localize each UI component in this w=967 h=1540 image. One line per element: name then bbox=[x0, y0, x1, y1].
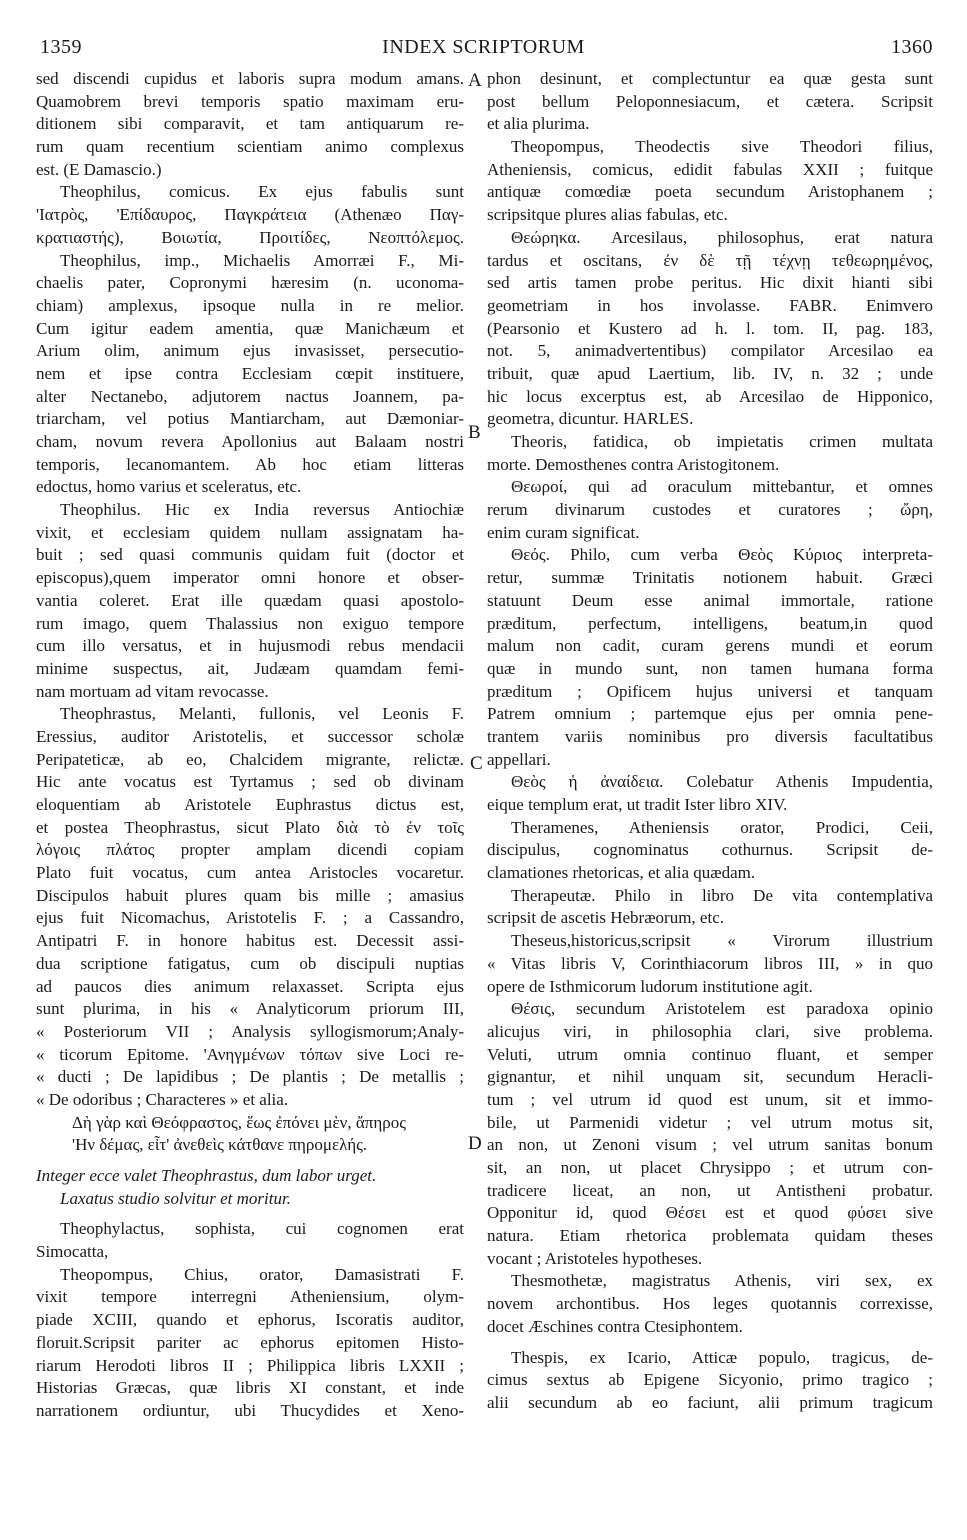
text-line: Opponitur id, quod Θέσει est et quod φύσει sive bbox=[487, 1203, 933, 1223]
text-line: geometra, dicuntur. HARLES. bbox=[487, 409, 694, 429]
text-line: vocant ; Aristoteles hypotheses. bbox=[487, 1248, 703, 1268]
text-line: not. 5, animadvertentibus) compilator Arcesilao ea bbox=[487, 341, 933, 361]
margin-letter-a: A bbox=[468, 70, 482, 91]
text-line: 'Ιατρὸς, 'Επίδαυρος, Παγκράτεια (Athenæo Παγ- bbox=[36, 205, 464, 225]
text-line: rum imago, quem Thalassius non exiguo tempore bbox=[36, 613, 464, 633]
text-line: vantia coleret. Erat ille quædam quasi apostolo- bbox=[36, 590, 464, 610]
text-line: buit ; sed quasi communis quidam fuit (doctor et bbox=[36, 545, 464, 565]
text-line: et alia plurima. bbox=[487, 114, 590, 134]
text-line: floruit.Scripsit pariter ac ephorus epitomen Histo- bbox=[36, 1332, 464, 1352]
text-line: triarcham, vel potius Mantiarcham, aut Dæmoniar- bbox=[36, 409, 464, 429]
text-line: Discipulos habuit plures quam bis mille ; amasius bbox=[36, 885, 464, 905]
text-line: alter Nectanebo, adjutorem nactus Joannem, pa- bbox=[36, 386, 464, 406]
text-line: trantem variis nominibus pro diversis facultatibus bbox=[487, 726, 933, 746]
text-line: rerum divinarum custodes et curatores ; ὤρη, bbox=[487, 500, 933, 520]
margin-letter-c: C bbox=[470, 753, 483, 774]
text-line: clamationes rhetoricas, et alia quædam. bbox=[487, 863, 756, 883]
text-line: et postea Theophrastus, sicut Plato διὰ τὸ ἐν τοῖς bbox=[36, 817, 464, 837]
text-line: minime suspectus, ait, Judæam quamdam femi- bbox=[36, 658, 464, 678]
text-line: scripsitque plures alias fabulas, etc. bbox=[487, 205, 728, 225]
text-line: statuunt Deum esse animal immortale, ratione bbox=[487, 590, 933, 610]
text-line: ejus fuit Nicomachus, Aristotelis F. ; a Cassandro, bbox=[36, 908, 464, 928]
text-line: Historias Græcas, quæ libris XI constant, et inde bbox=[36, 1378, 464, 1398]
text-line: Plato fuit vocatus, cum antea Aristocles vocaretur. bbox=[36, 863, 464, 883]
text-line: Therapeutæ. Philo in libro De vita contemplativa bbox=[511, 885, 933, 905]
text-line: « ticorum Epitome. 'Ανηγμένων τόπων sive Loci re- bbox=[36, 1044, 464, 1064]
text-line: vixit tempore interregni Atheniensium, olym- bbox=[36, 1287, 464, 1307]
text-line: est. (E Damascio.) bbox=[36, 159, 162, 179]
text-line: scripsit de ascetis Hebræorum, etc. bbox=[487, 908, 724, 928]
text-line: Quamobrem brevi temporis spatio maximam eru- bbox=[36, 91, 464, 111]
text-line: Θεός. Philo, cum verba Θεὸς Κύριος interpreta- bbox=[511, 545, 933, 565]
text-line: Θέσις, secundum Aristotelem est paradoxa opinio bbox=[511, 999, 933, 1019]
text-line: Patrem omnium ; partemque ejus per omnia pene- bbox=[487, 704, 933, 724]
text-line: Δὴ γὰρ καὶ Θεόφραστος, ἕως ἐπόνει μὲν, ἄπηρος bbox=[72, 1112, 406, 1132]
text-line: eloquentiam ab Aristotele Euphrastus dictus est, bbox=[36, 795, 464, 814]
text-line: piade XCIII, quando et ephorus, Iscoratis auditor, bbox=[36, 1310, 464, 1330]
text-line: tribuit, quæ apud Laertium, lib. IV, n. 32 ; unde bbox=[487, 363, 933, 383]
text-line: natura. Etiam rhetorica problemata quidam theses bbox=[487, 1226, 933, 1246]
text-line: præditum, perfectum, intelligens, beatum,in quod bbox=[487, 613, 933, 633]
text-line: Θεὸς ἡ ἀναίδεια. Colebatur Athenis Impudentia, bbox=[511, 772, 933, 792]
text-line: Theopompus, Theodectis sive Theodori filius, bbox=[511, 137, 933, 157]
text-line: Simocatta, bbox=[36, 1242, 109, 1262]
text-line: bile, ut Parmenidi videtur ; vel utrum motus sit, bbox=[487, 1112, 933, 1132]
text-line: Antipatri F. in honore habitus est. Decessit assi- bbox=[36, 931, 464, 951]
text-line: malum non cadit, curam gerens mundi et eorum bbox=[487, 636, 933, 656]
text-line: chiam) amplexus, ipsoque nulla in re melior. bbox=[36, 295, 464, 315]
text-line: Cum igitur eadem amentia, quæ Manichæum et bbox=[36, 318, 464, 338]
text-line: ad paucos dies animum relaxasset. Scripta ejus bbox=[36, 976, 464, 996]
text-line: sed discendi cupidus et laboris supra modum amans. bbox=[36, 69, 464, 88]
text-line: episcopus),quem imperator omni honore et obser- bbox=[36, 568, 464, 588]
text-line: Theophrastus, Melanti, fullonis, vel Leonis F. bbox=[60, 704, 464, 724]
margin-letter-d: D bbox=[468, 1133, 482, 1154]
text-line: chaelis pater, Copronymi hæresim (n. uconoma- bbox=[36, 273, 464, 293]
text-line: rum quam recentium scientiam animo complexus bbox=[36, 137, 464, 157]
text-line: « Posteriorum VII ; Analysis syllogismorum;Analy- bbox=[36, 1021, 464, 1041]
text-line: docet Æschines contra Ctesiphontem. bbox=[487, 1316, 743, 1336]
text-line: Θεωροί, qui ad oraculum mittebantur, et omnes bbox=[511, 477, 933, 497]
text-line: Theophilus, imp., Michaelis Amorræi F., Mi- bbox=[60, 250, 464, 270]
text-line: ditionem sibi comparavit, et tam antiquarum re- bbox=[36, 114, 464, 134]
left-column bbox=[36, 68, 464, 1423]
text-line: Θεώρηκα. Arcesilaus, philosophus, erat natura bbox=[511, 227, 933, 247]
text-line: antiquæ comœdiæ poeta secundum Aristophanem ; bbox=[487, 182, 933, 202]
text-line: « Vitas libris V, Corinthiacorum libros III, » in quo bbox=[487, 953, 933, 973]
text-line: nam mortuam ad vitam revocasse. bbox=[36, 681, 269, 701]
text-line: sed artis tamen probe peritus. Hic dixit hianti sibi bbox=[487, 273, 933, 293]
text-line: Theophilus. Hic ex India reversus Antiochiæ bbox=[60, 500, 464, 520]
text-line: morte. Demosthenes contra Aristogitonem. bbox=[487, 454, 780, 474]
text-line: Theramenes, Atheniensis orator, Prodici, Ceii, bbox=[511, 817, 933, 837]
text-line: alicujus viri, in philosophia clari, sive problema. bbox=[487, 1021, 933, 1041]
text-line: alii secundum ab eo faciunt, alii primum tragicum bbox=[487, 1392, 933, 1412]
text-line: λόγοις πλάτος propter amplam dicendi copiam bbox=[36, 840, 464, 860]
text-line: Laxatus studio solvitur et moritur. bbox=[60, 1188, 291, 1208]
text-line: Atheniensis, comicus, edidit fabulas XXII ; fuitque bbox=[487, 159, 933, 179]
text-line: κρατιαστής), Βοιωτία, Προιτίδες, Νεοπτόλεμος. bbox=[36, 227, 464, 247]
margin-letter-b: B bbox=[468, 422, 481, 443]
text-line: phon desinunt, et complectuntur ea quæ gesta sunt bbox=[487, 69, 933, 88]
text-line: vixit, et ecclesiam quidem nullam assignatam ha- bbox=[36, 522, 464, 542]
text-line: an non, ut Zenoni visum ; vel utrum sanitas bonum bbox=[487, 1135, 933, 1155]
text-line: appellari. bbox=[487, 749, 551, 769]
text-line: Theseus,historicus,scripsit « Virorum illustrium bbox=[511, 931, 933, 951]
text-line: Veluti, utrum omnia continuo fluant, et semper bbox=[487, 1044, 933, 1064]
text-line: gignantur, et nihil unquam sit, secundum Heracli- bbox=[487, 1067, 933, 1087]
text-line: post bellum Peloponnesiacum, et cætera. Scripsit bbox=[487, 91, 933, 111]
text-line: cimus sextus ab Epigene Sicyonio, primo tragico ; bbox=[487, 1370, 933, 1390]
text-line: narrationem ordiuntur, ubi Thucydides et Xeno- bbox=[36, 1400, 464, 1420]
text-line: cham, novum revera Apollonius aut Balaam nostri bbox=[36, 432, 464, 451]
text-line: 'Ην δέμας, εἶτ' ἀνεθεὶς κάτθανε πηρομελής. bbox=[72, 1135, 368, 1155]
text-line: tardus et oscitans, ἐν δὲ τῇ τέχνῃ τεθεωρημένος, bbox=[487, 250, 933, 270]
text-line: hic locus excerptus est, ab Arcesilao de Hipponico, bbox=[487, 386, 933, 406]
text-line: tum ; vel utrum id quod est unum, sit et immo- bbox=[487, 1089, 933, 1109]
text-line: Thespis, ex Icario, Atticæ populo, tragicus, de- bbox=[511, 1347, 933, 1367]
text-line: « ducti ; De lapidibus ; De plantis ; De metallis ; bbox=[36, 1067, 464, 1087]
text-line: Thesmothetæ, magistratus Athenis, viri sex, ex bbox=[511, 1271, 933, 1291]
text-line: temporis, lecanomantem. Ab hoc etiam litteras bbox=[36, 454, 464, 474]
page-number-left: 1359 bbox=[40, 36, 82, 58]
text-line: Eressius, auditor Aristotelis, et successor scholæ bbox=[36, 726, 464, 746]
text-line: « De odoribus ; Characteres » et alia. bbox=[36, 1089, 289, 1109]
text-line: discipulus, cognominatus cothurnus. Scripsit de- bbox=[487, 840, 933, 860]
text-line: Theophilus, comicus. Ex ejus fabulis sunt bbox=[60, 182, 464, 202]
text-line: Arium olim, animum ejus invasisset, persecutio- bbox=[36, 341, 464, 361]
text-line: edoctus, homo varius et sceleratus, etc. bbox=[36, 477, 302, 497]
text-line: sunt plurima, in his « Analyticorum priorum III, bbox=[36, 999, 464, 1019]
right-column bbox=[487, 68, 933, 1415]
text-line: riarum Herodoti libros II ; Philippica libris LXXII ; bbox=[36, 1355, 464, 1375]
text-line: nem et ipse contra Ecclesiam cœpit instituere, bbox=[36, 363, 464, 383]
running-title: INDEX SCRIPTORUM bbox=[382, 36, 585, 58]
text-line: Theopompus, Chius, orator, Damasistrati F. bbox=[60, 1264, 464, 1284]
text-line: novem archontibus. Hos leges quotannis correxisse, bbox=[487, 1294, 933, 1314]
text-line: retur, summæ Trinitatis notionem habuit. Græci bbox=[487, 568, 933, 588]
text-line: tradicere liceat, an non, ut Antistheni probatur. bbox=[487, 1180, 933, 1200]
text-line: cum illo versatus, et in hujusmodi rebus mendacii bbox=[36, 636, 464, 656]
text-line: geometriam in hos involasse. FABR. Enimvero bbox=[487, 295, 933, 315]
text-line: sit, an non, ut placet Chrysippo ; et utrum con- bbox=[487, 1158, 933, 1177]
text-line: Theophylactus, sophista, cui cognomen erat bbox=[60, 1219, 464, 1239]
text-line: Peripateticæ, ab eo, Chalcidem migrante, relictæ. bbox=[36, 749, 464, 769]
page-number-right: 1360 bbox=[891, 36, 933, 58]
text-line: præditum ; Opificem hujus universi et tanquam bbox=[487, 681, 933, 701]
text-line: opere de Isthmicorum ludorum institutione agit. bbox=[487, 976, 813, 996]
text-line: Hic ante vocatus est Tyrtamus ; sed ob divinam bbox=[36, 772, 464, 792]
text-line: (Pearsonio et Kustero ad h. l. tom. II, pag. 183, bbox=[487, 318, 933, 338]
text-line: enim curam significat. bbox=[487, 522, 640, 542]
text-line: Theoris, fatidica, ob impietatis crimen multata bbox=[511, 432, 933, 451]
text-line: Integer ecce valet Theophrastus, dum labor urget. bbox=[36, 1166, 377, 1185]
text-line: eique templum erat, ut tradit Ister libro XIV. bbox=[487, 795, 788, 814]
text-line: quæ in mundo sunt, non tamen humana forma bbox=[487, 658, 933, 678]
text-line: dua scriptione fatigatus, cum ob discipuli nuptias bbox=[36, 953, 464, 973]
